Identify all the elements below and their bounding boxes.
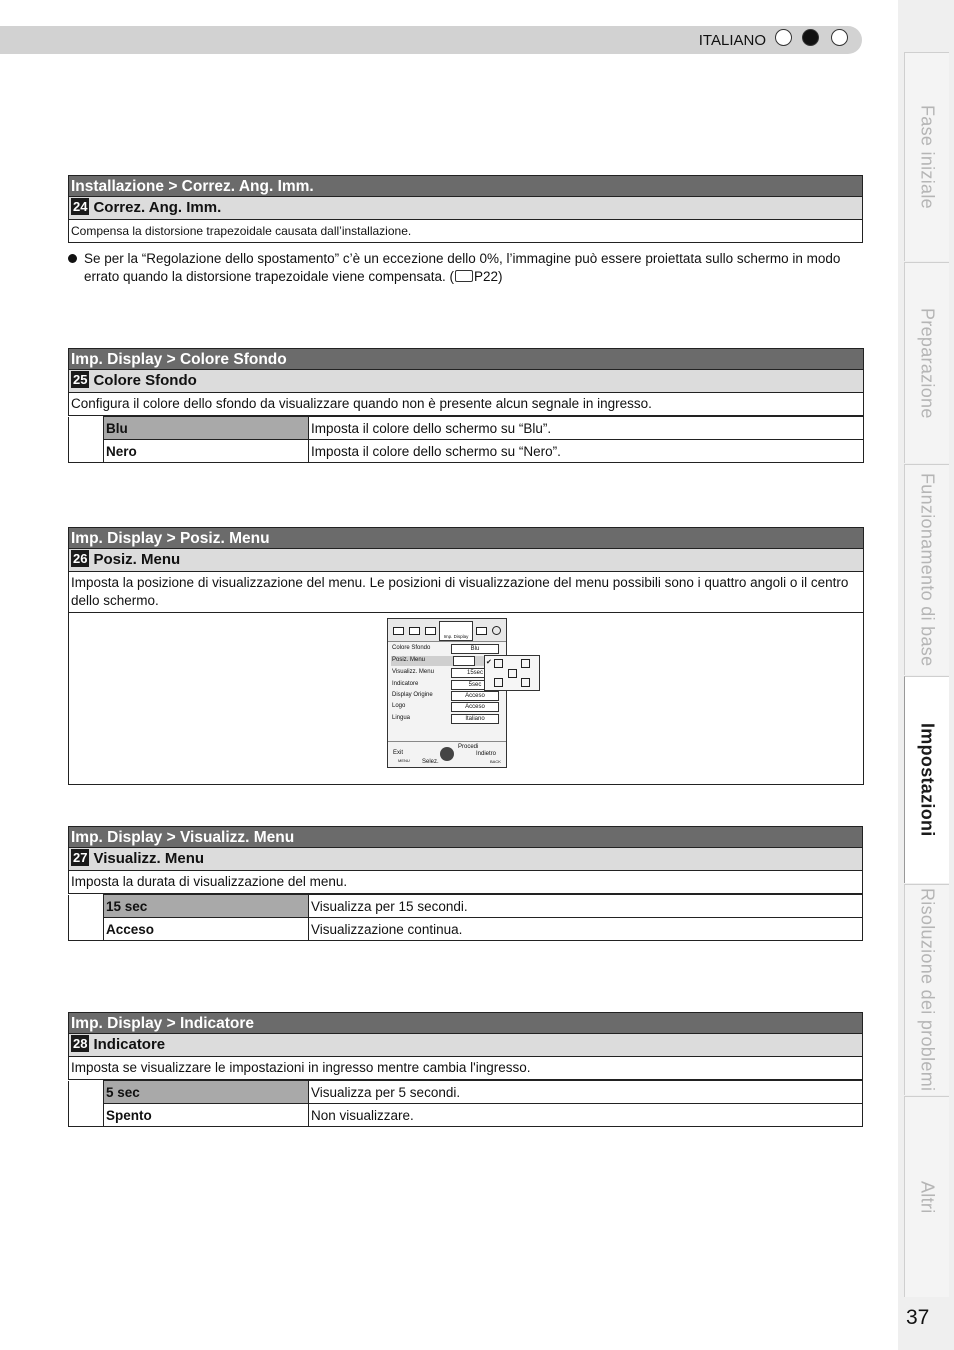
section-correz-ang-imm [68,175,863,243]
section-title: 28 Indicatore [68,1034,863,1057]
note-paragraph: Se per la “Regolazione dello spostamento” c’è un eccezione dello 0%, l’immagine può essere proiettata sullo schermo in modo errato quando la distorsione trapezoidale viene compensata. ( P22) [68,250,858,286]
language-bar [0,26,862,54]
tab-fase-iniziale[interactable]: Fase iniziale [904,52,949,261]
tab-risoluzione-dei-problemi[interactable]: Risoluzione dei problemi [904,884,949,1095]
option-value: Imposta il colore dello schermo su “Blu”. [309,417,864,440]
osd-active-tab: Imp. Display [439,621,473,641]
info-icon [492,626,501,635]
language-label: ITALIANO [698,32,766,49]
tab-preparazione[interactable]: Preparazione [904,262,949,463]
option-row [69,895,863,918]
language-dot-3 [831,29,848,46]
adjust-icon [409,627,420,635]
option-row [69,1104,863,1127]
osd-menu-screenshot [387,618,507,768]
option-row [69,440,864,463]
osd-row: Lingua Italiano [391,714,499,724]
osd-footer: Exit MENU Selez. Procedi Indietro BACK [388,741,506,768]
option-value: Visualizzazione continua. [309,918,863,941]
tab-altri[interactable]: Altri [904,1096,949,1297]
section-title: 26 Posiz. Menu [68,549,864,572]
section-title: 27 Visualizz. Menu [68,848,863,871]
function-icon [476,627,487,635]
language-dot-2 [802,29,819,46]
language-dot-1 [775,29,792,46]
section-header: Imp. Display > Posiz. Menu [68,527,864,549]
tab-funzionamento-di-base[interactable]: Funzionamento di base [904,464,949,675]
option-value: Visualizza per 5 secondi. [309,1081,863,1104]
osd-row: Visualizz. Menu 15sec [391,668,499,678]
osd-row: Display Origine Acceso [391,691,499,701]
section-colore-sfondo [68,348,864,463]
install-icon [425,627,436,635]
option-row [69,1081,863,1104]
picture-icon [393,627,404,635]
section-description: Configura il colore dello sfondo da visualizzare quando non è presente alcun segnale in ingresso. [68,393,864,416]
section-header: Imp. Display > Indicatore [68,1012,863,1034]
osd-row: Indicatore 5sec [391,680,499,690]
option-key: 15 sec [104,895,309,918]
dpad-icon [440,747,454,761]
check-icon: ✔ [486,659,492,666]
osd-row: Logo Acceso [391,702,499,712]
option-row [69,918,863,941]
center-icon [508,669,517,678]
options-table [68,416,864,463]
section-description: Imposta se visualizzare le impostazioni in ingresso mentre cambia l'ingresso. [68,1057,863,1080]
osd-icon-bar [388,619,506,642]
chapter-tabs [898,0,954,1350]
option-value: Visualizza per 15 secondi. [309,895,863,918]
option-row [69,417,864,440]
osd-row: Colore Sfondo Blu [391,644,499,654]
page-number: 37 [906,1306,930,1329]
option-key: Acceso [104,918,309,941]
bullet-icon [68,254,77,263]
section-description: Imposta la durata di visualizzazione del menu. [68,871,863,894]
section-visualizz-menu [68,826,863,941]
section-indicatore [68,1012,863,1127]
option-key: Nero [104,440,309,463]
osd-position-popup [484,655,540,691]
option-value: Non visualizzare. [309,1104,863,1127]
osd-row-selected: Posiz. Menu [391,656,499,666]
section-header: Installazione > Correz. Ang. Imm. [68,175,863,197]
section-header: Imp. Display > Visualizz. Menu [68,826,863,848]
options-table [68,894,863,941]
section-header: Imp. Display > Colore Sfondo [68,348,864,370]
options-table [68,1080,863,1127]
tab-impostazioni[interactable]: Impostazioni [904,676,949,883]
option-value: Imposta il colore dello schermo su “Nero”. [309,440,864,463]
section-description: Compensa la distorsione trapezoidale causata dall’installazione. [68,220,863,243]
option-key: 5 sec [104,1081,309,1104]
corner-bottom-right-icon [521,678,530,687]
corner-top-left-icon [494,659,503,668]
corner-top-right-icon [521,659,530,668]
option-key: Spento [104,1104,309,1127]
option-key: Blu [104,417,309,440]
section-description: Imposta la posizione di visualizzazione del menu. Le posizioni di visualizzazione del menu possibili sono i quattro angoli o il centro dello schermo. [68,572,864,613]
section-title: 25 Colore Sfondo [68,370,864,393]
section-title: 24 Correz. Ang. Imm. [68,197,863,220]
corner-bottom-left-icon [494,678,503,687]
book-icon [455,270,473,282]
